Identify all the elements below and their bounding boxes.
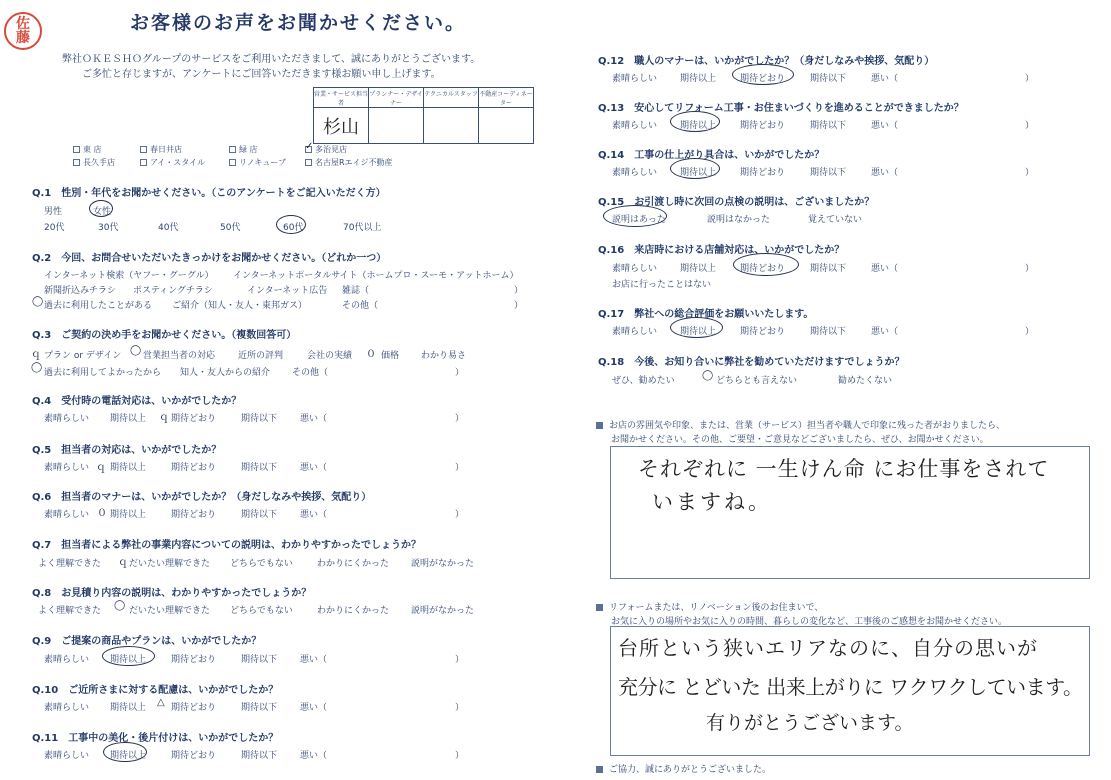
q2-magazine[interactable]: 雑誌（ — [342, 286, 370, 296]
q14-bad-close: ） — [1025, 168, 1035, 178]
q6-label: Q.6 担当者のマナーは、いかがでしたか？（身だしなみや挨拶、気配り） — [32, 488, 371, 504]
q2-referral[interactable]: ご紹介（知人・友人・東邦ガス） — [172, 301, 308, 311]
q8-understood[interactable]: よく理解できた — [38, 606, 102, 616]
q9-above-circle — [102, 646, 155, 666]
comment2-handwriting-2: 充分に とどいた 出来上がりに ワクワクしています。 — [618, 675, 1083, 699]
q13-label: Q.13 安心してリフォーム工事・お住まいづくりを進めることができましたか？ — [598, 99, 964, 115]
q4-mark: ｑ — [159, 412, 169, 423]
q18-yes[interactable]: ぜひ、勧めたい — [612, 376, 675, 386]
intro-line-2: ご多忙と存じますが、アンケートにご回答いただきます様お願い申し上げます。 — [82, 69, 441, 80]
q5-excellent[interactable]: 素晴らしい — [44, 463, 90, 473]
q13-below[interactable]: 期待以下 — [810, 121, 847, 131]
q17-below[interactable]: 期待以下 — [810, 327, 847, 337]
q4-below[interactable]: 期待以下 — [241, 414, 278, 424]
q1-age-40[interactable]: 40代 — [158, 223, 179, 233]
q10-mark: △ — [157, 697, 165, 708]
q16-above[interactable]: 期待以上 — [680, 264, 717, 274]
q13-bad-close: ） — [1025, 121, 1035, 131]
q6-bad-close: ） — [455, 510, 465, 520]
q1-age-20[interactable]: 20代 — [44, 223, 65, 233]
q3-mark-past: ◯ — [31, 362, 43, 373]
staff-tech-cell — [424, 108, 479, 144]
q13-bad[interactable]: 悪い（ — [871, 121, 899, 131]
q9-excellent[interactable]: 素晴らしい — [44, 655, 90, 665]
q3-track-record[interactable]: 会社の実績 — [307, 351, 353, 361]
staff-header-planner: プランナー・デザイナー — [369, 88, 424, 108]
q14-above[interactable]: 期待以上 — [680, 168, 717, 178]
q5-above[interactable]: 期待以上 — [110, 463, 147, 473]
q4-bad[interactable]: 悪い（ — [300, 414, 328, 424]
q8-mark: ◯ — [114, 600, 126, 611]
q3-reputation[interactable]: 近所の評判 — [238, 351, 284, 361]
q9-label: Q.9 ご提案の商品やプランは、いかがでしたか？ — [32, 632, 261, 648]
q18-no[interactable]: 勧めたくない — [838, 376, 893, 386]
q16-below[interactable]: 期待以下 — [810, 264, 847, 274]
q11-above[interactable]: 期待以上 — [110, 751, 147, 761]
q18-mark: ◯ — [702, 370, 714, 381]
q3-other-close: ） — [455, 368, 465, 378]
q4-excellent[interactable]: 素晴らしい — [44, 414, 90, 424]
seal-stamp: 佐藤 — [4, 12, 42, 50]
q14-excellent[interactable]: 素晴らしい — [612, 168, 658, 178]
q10-below[interactable]: 期待以下 — [241, 703, 278, 713]
q18-label: Q.18 今後、お知り合いに弊社を勧めていただけますでしょうか？ — [598, 353, 905, 369]
q1-female-circle — [89, 200, 113, 217]
comment2-handwriting-3: 有りがとうございます。 — [706, 712, 914, 734]
q6-above[interactable]: 期待以上 — [110, 510, 147, 520]
q2-label: Q.2 今回、お問合せいただいたきっかけをお聞かせください。（どれか一つ） — [32, 249, 386, 265]
q9-below[interactable]: 期待以下 — [241, 655, 278, 665]
q16-never-visited[interactable]: お店に行ったことはない — [612, 280, 712, 290]
staff-table — [313, 87, 534, 144]
q10-excellent[interactable]: 素晴らしい — [44, 703, 90, 713]
q12-as-expected[interactable]: 期待どおり — [740, 74, 786, 84]
q13-above-circle — [670, 111, 720, 132]
shop-nagoya-rage[interactable]: 名古屋Rエイジ不動産 — [305, 157, 393, 168]
q2-posting[interactable]: ポスティングチラシ — [133, 286, 213, 296]
q3-friend-referral[interactable]: 知人・友人からの紹介 — [180, 368, 271, 378]
q7-label: Q.7 担当者による弊社の事業内容についての説明は、わかりやすかったでしょうか？ — [32, 536, 421, 552]
q5-bad[interactable]: 悪い（ — [300, 463, 328, 473]
comment1-prompt-1: お店の雰囲気や印象、または、営業（サービス）担当者や職人で印象に残った者がおりましたら、 — [596, 418, 1005, 431]
q15-dont-remember[interactable]: 覚えていない — [808, 215, 863, 225]
q1-age-60-circle — [276, 215, 306, 234]
q2-magazine-close: ） — [514, 286, 524, 296]
q1-label: Q.1 性別・年代をお聞かせください。（このアンケートをご記入いただく方） — [32, 184, 386, 200]
q17-as-expected[interactable]: 期待どおり — [740, 327, 786, 337]
q11-bad-close: ） — [455, 751, 465, 761]
comment2-prompt-2: お気に入りの場所やお気に入りの時間、暮らしの変化など、工事後のご感想をお聞かせください。 — [611, 617, 1008, 627]
footer-thanks: ご協力、誠にありがとうございました。 — [596, 762, 771, 775]
q6-as-expected[interactable]: 期待どおり — [171, 510, 217, 520]
q12-as-expected-circle — [732, 64, 794, 85]
q5-below[interactable]: 期待以下 — [241, 463, 278, 473]
q13-as-expected[interactable]: 期待どおり — [740, 121, 786, 131]
q1-female[interactable]: 女性 — [93, 207, 112, 217]
q8-label: Q.8 お見積り内容の説明は、わかりやすかったでしょうか？ — [32, 584, 311, 600]
q1-age-60[interactable]: 60代 — [283, 223, 304, 233]
q8-neutral[interactable]: どちらでもない — [230, 606, 293, 616]
q16-as-expected-circle — [733, 253, 799, 276]
q6-bad[interactable]: 悪い（ — [300, 510, 328, 520]
shop-midori[interactable]: 緑 店 — [229, 144, 258, 155]
q7-mark: ｑ — [118, 557, 128, 568]
q18-neutral[interactable]: どちらとも言えない — [716, 376, 798, 386]
q3-sales[interactable]: 営業担当者の対応 — [143, 351, 216, 361]
q2-portal[interactable]: インターネットポータルサイト（ホームプロ・スーモ・アットホーム） — [233, 271, 519, 281]
staff-header-realestate: 不動産コーディネーター — [479, 88, 534, 108]
q16-bad-close: ） — [1025, 264, 1035, 274]
q17-bad-close: ） — [1025, 327, 1035, 337]
q9-as-expected[interactable]: 期待どおり — [171, 655, 217, 665]
comment1-prompt-2: お聞かせください。その他、ご要望・ご意見などございましたら、ぜひ、お聞かせください。 — [611, 435, 989, 445]
comment2-prompt-1: リフォームまたは、リノベーション後のお住まいで、 — [596, 600, 823, 613]
staff-header-tech: テクニカルスタッフ — [424, 88, 479, 108]
shop-east[interactable]: 東 店 — [73, 144, 102, 155]
q1-male[interactable]: 男性 — [44, 207, 63, 217]
page-title: お客様のお声をお聞かせください。 — [130, 12, 467, 34]
q10-as-expected[interactable]: 期待どおり — [171, 703, 217, 713]
q2-other[interactable]: その他（ — [342, 301, 379, 311]
q3-other[interactable]: その他（ — [292, 368, 329, 378]
q13-excellent[interactable]: 素晴らしい — [612, 121, 658, 131]
q16-bad[interactable]: 悪い（ — [871, 264, 899, 274]
staff-realestate-cell — [479, 108, 534, 144]
shop-kasugai[interactable]: 春日井店 — [140, 144, 182, 155]
comment1-handwriting-1: それぞれに 一生けん命 にお仕事をされて — [638, 457, 1050, 481]
q9-above[interactable]: 期待以上 — [110, 655, 147, 665]
q1-age-30[interactable]: 30代 — [98, 223, 119, 233]
q11-excellent[interactable]: 素晴らしい — [44, 751, 90, 761]
q4-as-expected[interactable]: 期待どおり — [171, 414, 217, 424]
comment1-handwriting-2: いますね。 — [652, 490, 772, 514]
q14-as-expected[interactable]: 期待どおり — [740, 168, 786, 178]
shop-istyle[interactable]: アイ・スタイル — [140, 157, 205, 168]
q9-bad[interactable]: 悪い（ — [300, 655, 328, 665]
q4-above[interactable]: 期待以上 — [110, 414, 147, 424]
q14-below[interactable]: 期待以下 — [810, 168, 847, 178]
q3-past-good[interactable]: 過去に利用してよかったから — [44, 368, 162, 378]
q15-label: Q.15 お引渡し時に次回の点検の説明は、ございましたか？ — [598, 193, 874, 209]
q6-mark: ０ — [97, 508, 107, 519]
q17-label: Q.17 弊社への総合評価をお願いいたします。 — [598, 305, 813, 321]
q5-as-expected[interactable]: 期待どおり — [171, 463, 217, 473]
q16-label: Q.16 来店時における店舗対応は、いかがでしたか？ — [598, 241, 844, 257]
q2-search[interactable]: インターネット検索（ヤフー・グーグル） — [44, 271, 214, 281]
comment2-handwriting-1: 台所という狭いエリアなのに、自分の思いが — [618, 636, 1038, 660]
q6-excellent[interactable]: 素晴らしい — [44, 510, 90, 520]
q10-bad[interactable]: 悪い（ — [300, 703, 328, 713]
q16-as-expected[interactable]: 期待どおり — [740, 264, 786, 274]
q11-bad[interactable]: 悪い（ — [300, 751, 328, 761]
q2-web-ad[interactable]: インターネット広告 — [247, 286, 328, 296]
q15-explained-circle — [603, 205, 667, 227]
q8-unclear[interactable]: わかりにくかった — [317, 606, 390, 616]
shop-nagakute[interactable]: 長久手店 — [73, 157, 115, 168]
q14-above-circle — [670, 158, 720, 179]
q3-mark-price: ０ — [366, 349, 376, 360]
q11-label: Q.11 工事中の美化・後片付けは、いかがでしたか？ — [32, 729, 278, 745]
q10-above[interactable]: 期待以上 — [110, 703, 147, 713]
q7-none[interactable]: 説明がなかった — [411, 559, 475, 569]
q3-mark-sales: ◯ — [130, 345, 142, 356]
staff-header-sales: 営業・サービス担当者 — [314, 88, 369, 108]
q5-label: Q.5 担当者の対応は、いかがでしたか？ — [32, 441, 221, 457]
q7-neutral[interactable]: どちらでもない — [230, 559, 293, 569]
q13-above[interactable]: 期待以上 — [680, 121, 717, 131]
q17-above-circle — [670, 317, 723, 338]
q10-bad-close: ） — [455, 703, 465, 713]
q7-understood[interactable]: よく理解できた — [38, 559, 102, 569]
q3-price[interactable]: 価格 — [381, 351, 400, 361]
q14-bad[interactable]: 悪い（ — [871, 168, 899, 178]
shop-tajimi[interactable]: ✓ 多治見店 — [305, 141, 347, 154]
q2-past-use[interactable]: 過去に利用したことがある — [44, 301, 153, 311]
q5-mark: ｑ — [96, 462, 106, 473]
q12-below[interactable]: 期待以下 — [810, 74, 847, 84]
q14-label: Q.14 工事の仕上がり具合は、いかがでしたか？ — [598, 146, 824, 162]
q11-above-circle — [103, 742, 147, 762]
q10-label: Q.10 ご近所さまに対する配慮は、いかがでしたか？ — [32, 681, 278, 697]
q7-mostly[interactable]: だいたい理解できた — [129, 559, 211, 569]
q11-as-expected[interactable]: 期待どおり — [171, 751, 217, 761]
q12-bad-close: ） — [1025, 74, 1035, 84]
q2-check-mark: ◯ — [32, 296, 44, 307]
q3-plan[interactable]: プラン or デザイン — [44, 351, 122, 361]
q12-above[interactable]: 期待以上 — [680, 74, 717, 84]
q2-newspaper[interactable]: 新聞折込みチラシ — [44, 286, 117, 296]
q3-mark-plan: ｑ — [31, 349, 41, 360]
q5-bad-close: ） — [455, 463, 465, 473]
q17-bad[interactable]: 悪い（ — [871, 327, 899, 337]
q4-bad-close: ） — [455, 414, 465, 424]
staff-planner-cell — [369, 108, 424, 144]
q3-label: Q.3 ご契約の決め手をお聞かせください。（複数回答可） — [32, 326, 296, 342]
q15-explained[interactable]: 説明はあった — [612, 215, 666, 225]
q12-label: Q.12 職人のマナーは、いかがでしたか？（身だしなみや挨拶、気配り） — [598, 52, 934, 68]
q12-bad[interactable]: 悪い（ — [871, 74, 899, 84]
q3-clarity[interactable]: わかり易さ — [421, 351, 467, 361]
q1-age-50[interactable]: 50代 — [220, 223, 241, 233]
q6-below[interactable]: 期待以下 — [241, 510, 278, 520]
q15-not-explained[interactable]: 説明はなかった — [707, 215, 771, 225]
staff-sales-name: 杉山 — [314, 108, 369, 144]
q1-age-70[interactable]: 70代以上 — [343, 223, 382, 233]
q16-excellent[interactable]: 素晴らしい — [612, 264, 658, 274]
q12-excellent[interactable]: 素晴らしい — [612, 74, 658, 84]
q4-label: Q.4 受付時の電話対応は、いかがでしたか？ — [32, 392, 241, 408]
q7-unclear[interactable]: わかりにくかった — [317, 559, 390, 569]
q9-bad-close: ） — [455, 655, 465, 665]
q2-other-close: ） — [514, 301, 524, 311]
q11-below[interactable]: 期待以下 — [241, 751, 278, 761]
q8-none[interactable]: 説明がなかった — [411, 606, 475, 616]
q17-above[interactable]: 期待以上 — [680, 327, 717, 337]
q17-excellent[interactable]: 素晴らしい — [612, 327, 658, 337]
intro-line-1: 弊社ＯＫＥＳＨＯグループのサービスをご利用いただきまして、誠にありがとうございます。 — [62, 54, 481, 65]
q8-mostly[interactable]: だいたい理解できた — [129, 606, 211, 616]
shop-renocube[interactable]: リノキューブ — [229, 157, 286, 168]
